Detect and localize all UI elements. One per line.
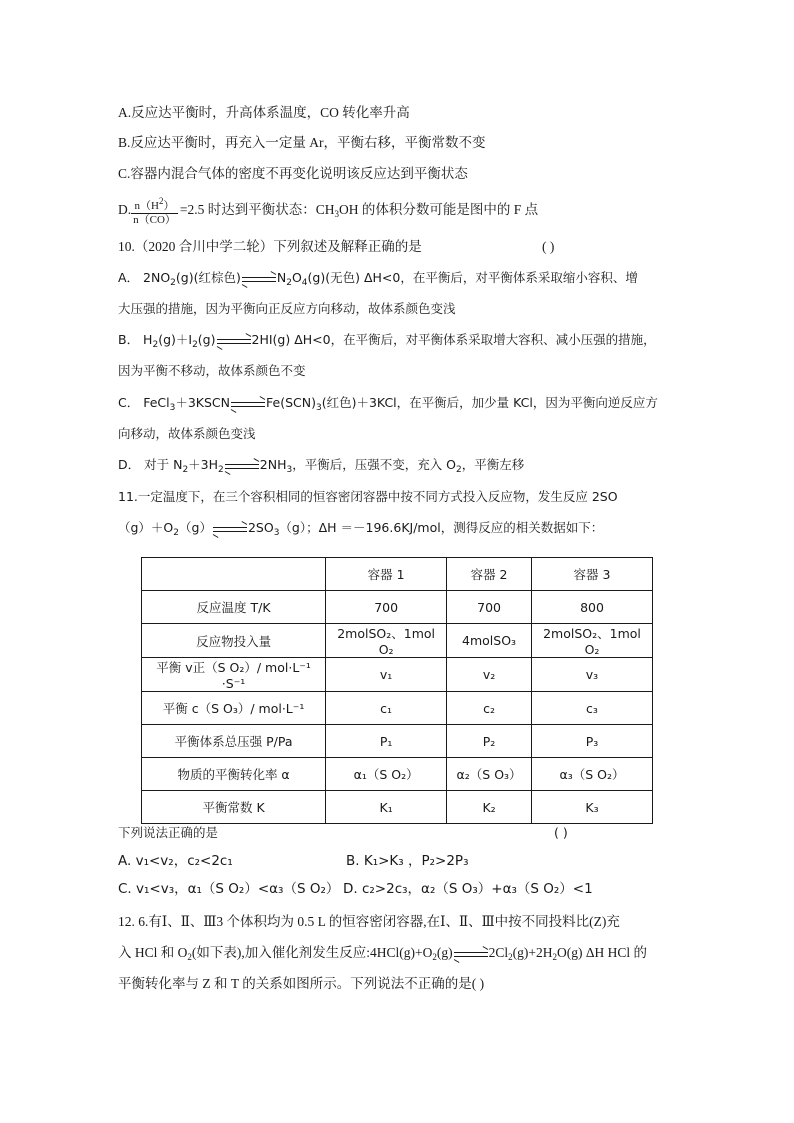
text: 11.一定温度下，在三个容积相同的恒容密闭容器中按不同方式投入反应物，发生反应 2SO <box>118 489 618 504</box>
text: 下列说法正确的是 <box>118 825 219 840</box>
q10-stem-text: 10.（2020 合川中学二轮）下列叙述及解释正确的是 <box>118 239 422 254</box>
sub: 3 <box>169 403 176 413</box>
table-cell: 反应温度 T/K <box>142 591 326 624</box>
table-cell: 800 <box>532 591 653 624</box>
table-cell: α₃（S O₂） <box>532 758 653 791</box>
q10-option-d <box>118 455 678 480</box>
table-cell: 物质的平衡转化率 α <box>142 758 326 791</box>
q9-option-d-text2: OH 的体积分数可能是图中的 F 点 <box>339 202 539 218</box>
equilibrium-arrow-icon <box>454 950 488 958</box>
text: 2HI(g) ΔH<0，在平衡后，对平衡体系采取增大容积、减小压强的措施， <box>251 332 656 347</box>
table-cell: P₁ <box>326 725 447 758</box>
table-cell: 2molSO₂、1mol O₂ <box>532 624 653 658</box>
text: (g)(无色) ΔH<0，在平衡后，对平衡体系采取缩小容积、增 <box>307 270 638 285</box>
q11-option-b: B. K₁>K₃ ，P₂>2P₃ <box>346 853 469 869</box>
text: (g)+2H <box>512 945 553 960</box>
text: (红色)＋3KCl，在平衡后，加少量 KCl，因为平衡向逆反应方 <box>321 395 658 410</box>
text: A． 2NO <box>118 270 171 285</box>
q11-option-a: A. v₁<v₂，c₂<2c₁ <box>118 853 233 869</box>
table-cell: P₂ <box>447 725 532 758</box>
table-cell: v₂ <box>447 658 532 692</box>
sub: 2 <box>286 278 292 288</box>
q10-option-b-line1 <box>118 330 678 355</box>
text: C． FeCl <box>118 395 170 410</box>
text: O(g) ΔH <box>557 945 605 960</box>
sub: 3 <box>286 465 293 475</box>
text: D． 对于 N <box>118 457 183 472</box>
text: （g）＋O <box>118 520 174 535</box>
text: (如下表),加入催化剂发生反应:4HCl(g)+O <box>191 945 433 960</box>
q10-option-c-line2: 向移动，故体系颜色变浅 <box>118 426 256 441</box>
table-cell: 反应物投入量 <box>142 624 326 658</box>
fraction-numerator-sup: 2 <box>158 196 164 206</box>
text: (g) <box>436 945 453 960</box>
sub: 3 <box>315 403 322 413</box>
q10-stem <box>118 237 678 257</box>
q10-option-b-line2: 因为平衡不移动，故体系颜色不变 <box>118 363 306 378</box>
text: (g)(红棕色) <box>175 270 241 285</box>
table-cell: v₁ <box>326 658 447 692</box>
q9-option-d <box>118 195 678 229</box>
table-cell: 700 <box>447 591 532 624</box>
table-row <box>142 658 653 692</box>
table-header-cell: 容器 3 <box>532 558 653 591</box>
equilibrium-arrow-icon <box>225 462 259 470</box>
sub: 2 <box>552 952 557 962</box>
text: （g）；ΔH ＝－196.6KJ/mol，测得反应的相关数据如下： <box>279 520 604 535</box>
table-row <box>142 791 653 824</box>
table-row <box>142 758 653 791</box>
table-cell: 平衡 c（S O₃）/ mol·L⁻¹ <box>142 692 326 725</box>
q11-question <box>118 823 678 843</box>
sub: 2 <box>456 465 462 475</box>
table-header-cell: 容器 2 <box>447 558 532 591</box>
q9-option-b: B.反应达平衡时，再充入一定量 Ar，平衡右移，平衡常数不变 <box>118 135 486 150</box>
q9-option-a: A.反应达平衡时，升高体系温度，CO 转化率升高 <box>118 105 410 120</box>
q9-option-d-label: D. <box>118 202 132 218</box>
q10-option-c-line1 <box>118 393 678 418</box>
table-cell: α₁（S O₂） <box>326 758 447 791</box>
sub: 4 <box>301 278 308 288</box>
text: ，平衡后，压强不变，充入 O <box>292 457 457 472</box>
sub: 2 <box>432 952 437 962</box>
equilibrium-arrow-icon <box>217 337 251 345</box>
table-cell: P₃ <box>532 725 653 758</box>
table-cell: K₁ <box>326 791 447 824</box>
table-header-cell <box>142 558 326 591</box>
q9-option-c: C.容器内混合气体的密度不再变化说明该反应达到平衡状态 <box>118 166 468 181</box>
sub: 2 <box>192 340 198 350</box>
table-row <box>142 692 653 725</box>
text: 入 HCl 和 O <box>118 945 188 960</box>
table-cell: c₂ <box>447 692 532 725</box>
text: 2NH <box>259 457 287 472</box>
table-cell: c₁ <box>326 692 447 725</box>
q11-stem-line2 <box>118 518 678 543</box>
table-cell: 平衡体系总压强 P/Pa <box>142 725 326 758</box>
table-cell: c₃ <box>532 692 653 725</box>
sub: 2 <box>152 340 159 350</box>
sub: 2 <box>173 528 180 538</box>
text: B． H <box>118 332 153 347</box>
table-row <box>142 591 653 624</box>
table-cell: 4molSO₃ <box>447 624 532 658</box>
q11-option-c: C. v₁<v₃，α₁（S O₂）<α₃（S O₂） <box>118 881 340 897</box>
text: O <box>291 270 302 285</box>
text: ＋3H <box>188 457 219 472</box>
q9-option-d-sub: 3 <box>334 209 340 220</box>
q11-option-d: D. c₂>2c₃，α₂（S O₃）+α₃（S O₂）<1 <box>343 881 593 897</box>
fraction-denominator: n（CO） <box>133 214 176 226</box>
q12-line2 <box>118 943 678 967</box>
sub: 2 <box>508 952 513 962</box>
q12-line3: 平衡转化率与 Z 和 T 的关系如图所示。下列说法不正确的是( ) <box>118 976 485 991</box>
q10-option-a-line1 <box>118 268 678 293</box>
table-cell: 平衡 v正（S O₂）/ mol·L⁻¹ ·S⁻¹ <box>142 658 326 692</box>
data-table <box>141 557 653 824</box>
table-row <box>142 725 653 758</box>
table-header-row <box>142 558 653 591</box>
text: Fe(SCN) <box>266 395 316 410</box>
text: (g)＋I <box>158 332 193 347</box>
fraction-numerator-end: ） <box>163 200 175 212</box>
fraction-numerator: n（H <box>134 200 159 212</box>
sub: 2 <box>187 952 192 962</box>
q9-option-d-text: =2.5 时达到平衡状态：CH <box>179 202 335 218</box>
table-row <box>142 624 653 658</box>
equilibrium-arrow-icon <box>231 400 265 408</box>
text: (g) <box>197 332 216 347</box>
equilibrium-arrow-icon <box>213 525 247 533</box>
sub: 3 <box>273 528 280 538</box>
table-cell: 700 <box>326 591 447 624</box>
table-header-cell: 容器 1 <box>326 558 447 591</box>
text: 2SO <box>247 520 274 535</box>
q9-fraction <box>131 195 178 227</box>
q11-answer-paren: ( ) <box>554 825 568 840</box>
text: N <box>276 270 287 285</box>
q12-line1: 12. 6.有Ⅰ、Ⅱ、Ⅲ3 个体积均为 0.5 L 的恒容密闭容器,在Ⅰ、Ⅱ、Ⅲ中按不同投料比(Z)充 <box>118 914 620 929</box>
table-cell: α₂（S O₃） <box>447 758 532 791</box>
table-cell: v₃ <box>532 658 653 692</box>
text: ，平衡左移 <box>461 457 525 472</box>
text: HCl 的 <box>607 945 648 960</box>
text: （g） <box>179 520 212 535</box>
text: ＋3KSCN <box>175 395 231 410</box>
text: 2Cl <box>488 945 509 960</box>
q10-answer-paren: ( ) <box>542 239 555 254</box>
sub: 2 <box>182 465 189 475</box>
sub: 2 <box>170 278 176 288</box>
table-cell: 平衡常数 K <box>142 791 326 824</box>
sub: 2 <box>218 465 224 475</box>
table-cell: K₃ <box>532 791 653 824</box>
table-cell: K₂ <box>447 791 532 824</box>
table-cell: 2molSO₂、1mol O₂ <box>326 624 447 658</box>
q11-stem-line1 <box>118 487 678 507</box>
q10-option-a-line2: 大压强的措施，因为平衡向正反应方向移动，故体系颜色变浅 <box>118 301 456 316</box>
equilibrium-arrow-icon <box>242 275 276 283</box>
